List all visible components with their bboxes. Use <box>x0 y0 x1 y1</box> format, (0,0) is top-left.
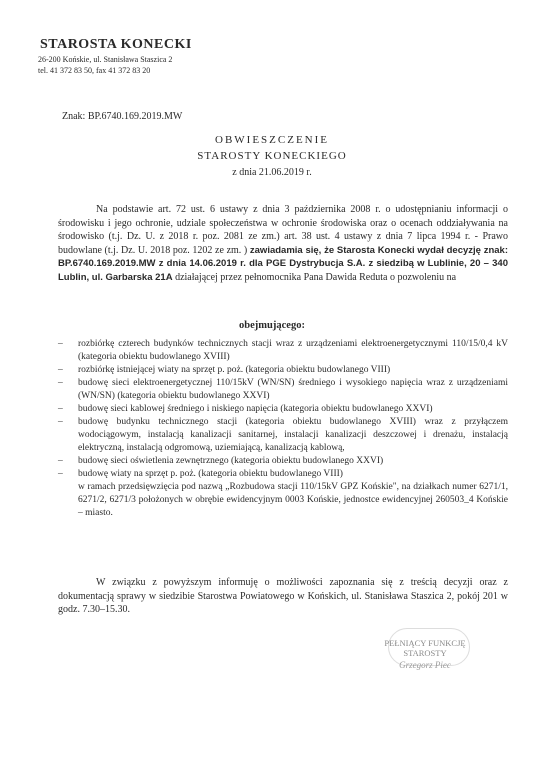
intro-decision-text: zawiadamia się, że Starosta Konecki wydał decyzję znak: BP.6740.169.2019.MW z dnia 14.06.2019 r. dla PGE Dystrybucja S.A. z siedzibą w Lublinie, 20 – 340 Lublin, ul. Garbarska 21A <box>58 244 508 283</box>
works-list <box>58 338 508 520</box>
list-heading: obejmującego: <box>239 320 305 331</box>
signature-role: STAROSTY <box>403 648 447 658</box>
handwritten-signature: Grzegorz Piec <box>399 660 451 670</box>
reference-number: Znak: BP.6740.169.2019.MW <box>62 111 183 122</box>
office-address: 26-200 Końskie, ul. Stanisława Staszica 2 <box>38 55 173 64</box>
signature-title: PEŁNIĄCY FUNKCJĘ <box>384 638 466 648</box>
office-title: STAROSTA KONECKI <box>40 37 192 52</box>
intro-paragraph <box>58 203 508 284</box>
intro-proxy-text: działającej przez pełnomocnika Pana Dawida Reduta o pozwoleniu na <box>175 271 457 283</box>
intro-text: Na podstawie art. 72 ust. 6 ustawy z dnia 3 października 2008 r. o udostępnianiu informacji o środowisku i jego ochronie, udziale społeczeństwa w ochronie środowiska oraz o ocenach oddziaływania na środowisko (t.j. Dz. U. z 2018 r. poz. 2081 ze zm.) art. 38 ust. 4 ustawy z dnia 7 lipca 1994 r. - Prawo budowlane (t.j. Dz. U. 2018 poz. 1202 ze zm. ) <box>58 204 508 256</box>
office-phone: tel. 41 372 83 50, fax 41 372 83 20 <box>38 66 151 75</box>
list-item: – budowę sieci kablowej średniego i niskiego napięcia (kategoria obiektu budowlanego XXVI) <box>58 404 433 414</box>
notice-subtitle: STAROSTY KONECKIEGO <box>197 150 347 162</box>
list-item: – budowę budynku technicznego stacji (kategoria obiektu budowlanego XVIII) wraz z przyłączem wodociągowym, instalacją kanalizacji sanitarnej, instalacji kanalizacji deszczowej i drenażu, instalacją elektryczną, instalacją odgromową, uziemiającą, kanalizacją kablową, <box>58 417 508 453</box>
list-item: – rozbiórkę czterech budynków technicznych stacji wraz z urządzeniami elektroenergetycznymi 110/15/0,4 kV (kategoria obiektu budowlanego XVIII) <box>58 339 508 362</box>
list-item: – budowę sieci elektroenergetycznej 110/15kV (WN/SN) średniego i wysokiego napięcia wraz z urządzeniami (WN/SN) (kategoria obiektu budowlanego XXVI) <box>58 378 508 401</box>
closing-paragraph: W związku z powyższym informuję o możliwości zapoznania się z treścią decyzji oraz z dokumentacją sprawy w siedzibie Starostwa Powiatowego w Końskich, ul. Stanisława Staszica 2, pokój 201 w godz. 7.30–15.30. <box>58 577 508 615</box>
notice-date: z dnia 21.06.2019 r. <box>232 167 312 178</box>
list-item: – budowę wiaty na sprzęt p. poż. (kategoria obiektu budowlanego VIII) <box>58 469 343 479</box>
signature-block <box>365 638 485 670</box>
list-item: – budowę sieci oświetlenia zewnętrznego (kategoria obiektu budowlanego XXVI) <box>58 456 384 466</box>
list-item: – rozbiórkę istniejącej wiaty na sprzęt p. poż. (kategoria obiektu budowlanego VIII) <box>58 365 391 375</box>
project-scope: w ramach przedsięwzięcia pod nazwą „Rozbudowa stacji 110/15kV GPZ Końskie", na działkach numer 6271/1, 6271/2, 6271/3 położonych w obrębie ewidencyjnym 0003 Końskie, jednostce ewidencyjnej 260503_4 Końskie – miasto. <box>78 482 508 518</box>
notice-title: OBWIESZCZENIE <box>215 134 329 146</box>
